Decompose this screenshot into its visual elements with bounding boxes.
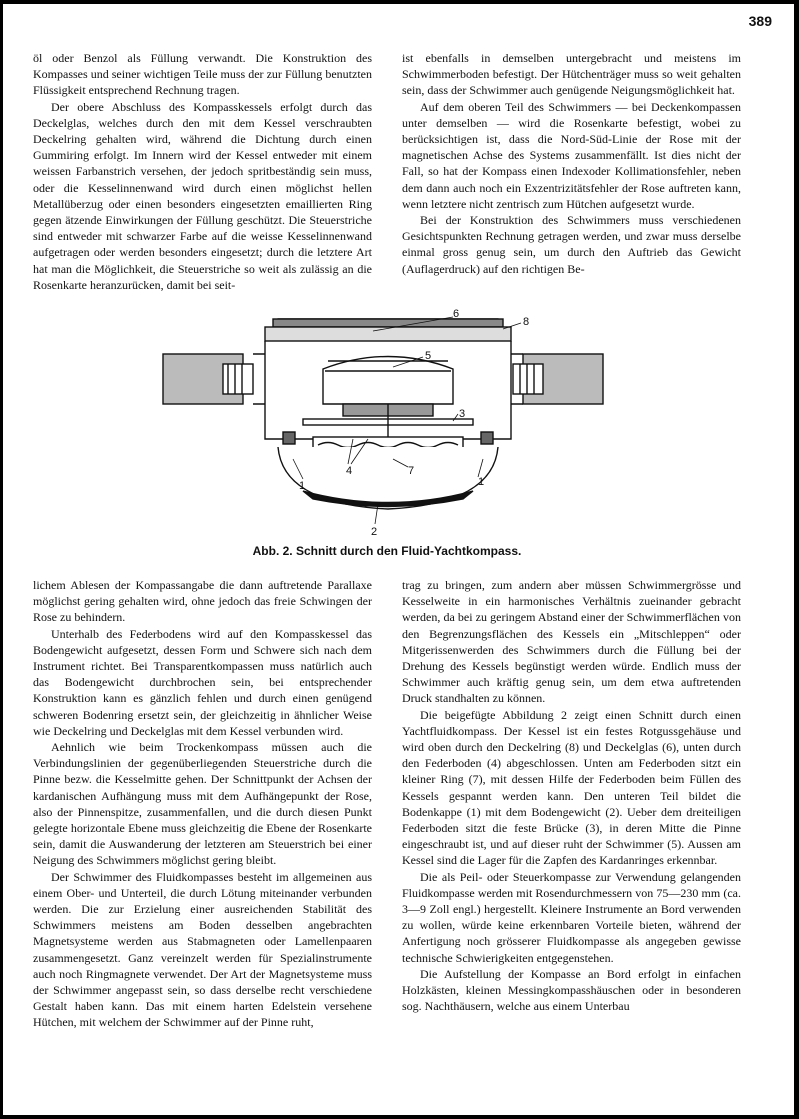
compass-cross-section-figure (153, 299, 613, 539)
figure-label: 1 (299, 480, 306, 492)
figure-label: 1 (478, 476, 485, 488)
figure-label: 8 (523, 316, 530, 328)
cover-glass (273, 319, 503, 327)
cover-ring (265, 327, 511, 341)
figure-label: 3 (459, 408, 466, 420)
paragraph: Die als Peil- oder Steuerkompasse zur Verwendung gelangenden Fluidkompasse werden mit Rosendurchmessern von 75—230 mm (ca. 3—9 Zoll engl.) hergestellt. Kleinere Instrumente an Bord verwenden zu wollen, würde keine erkennbaren Vorteile bieten, während der Anfertigung noch grösserer Fluidkompasse als angegeben gewisse technische Schwierigkeiten entgegenstehen. (402, 869, 741, 965)
bottom-cap (278, 447, 498, 509)
paragraph: Der Schwimmer des Fluidkompasses besteht im allgemeinen aus einem Ober- und Unterteil, die durch Lötung miteinander verbunden werden. Die zur Erzielung einer ausreichenden Stabilität des Schwimmers meistens am Boden desselben angebrachten Magnetsysteme werden aus Stabmagneten oder Lamellenpaaren zusammengesetzt. Ganz vereinzelt werden für Spezialinstrumente auch noch Ringmagnete verwendet. Der Art der Magnetsysteme muss der Schwimmer angepasst sein, so dass derselbe recht verschiedene Gestalt haben kann. Das mit einem harten Edelstein versehene Hütchen, mit welchem der Schwimmer auf der Pinne ruht, (33, 869, 372, 1030)
paragraph: Der obere Abschluss des Kompasskessels erfolgt durch das Deckelglas, welches durch den mit dem Kessel verschraubten Deckelring gehalten wird, während die Dichtung durch einen Gummiring erfolgt. Im Innern wird der Kessel entweder mit einem weissen Farbanstrich versehen, der jedoch spritbeständig sein muss, oder die Kesselinnenwand wird durch einen möglichst hellen Metallüberzug oder einen besonders eingesetzten emaillierten Ring gegen ätzende Einwirkungen der Füllung geschützt. Die Steuerstriche sind entweder mit schwarzer Farbe auf die weisse Kesselinnenwand aufgetragen oder werden besonders eingesetzt; durch die letztere Art hat man die Möglichkeit, die Steuerstriche so weit als zulässig an die Rosenkarte heranzurücken, damit bei seit- (33, 99, 372, 292)
page-number: 389 (748, 13, 772, 29)
column-top-right (402, 50, 741, 277)
paragraph: lichem Ablesen der Kompassangabe die dann auftretende Parallaxe möglichst gering gehalten wird, ohne jedoch das freie Schwingen der Rose zu behindern. (33, 578, 372, 625)
column-bottom-right (402, 577, 741, 1014)
column-bottom-left (33, 577, 372, 1031)
paragraph: trag zu bringen, zum andern aber müssen Schwimmergrösse und Kesselweite in ein harmonisches Verhältnis zueinander gebracht werden, da bei zu geringem Abstand einer der Schwimmerflächen von den Begrenzungsflächen des Kessels ein „Mitschleppen“ oder Mitgerissenwerden des Schwimmers durch die Füllung bei der Drehung des Kessels begünstigt werden würde. Endlich muss der Schwimmer auch kräftig genug sein, um dem etwa auftretenden Druck standhalten zu können. (402, 578, 741, 706)
page (3, 4, 794, 1115)
paragraph: Unterhalb des Federbodens wird auf den Kompasskessel das Bodengewicht aufgesetzt, dessen Form und Schwere sich nach dem Instrument richtet. Bei Transparentkompassen muss natürlich auch das Bodengewicht durchbrochen sein, bei entsprechender Konstruktion kann es gänzlich fehlen und durch einen genügend schweren Bodenring ersetzt sein, der gleichzeitig in ähnlicher Weise wie Deckelring und Deckelglas mit dem Kessel verbunden wird. (33, 626, 372, 738)
column-top-left (33, 50, 372, 293)
figure-label: 2 (371, 526, 378, 538)
paragraph: Auf dem oberen Teil des Schwimmers — bei Deckenkompassen unter demselben — wird die Rosenkarte befestigt, wobei zu berücksichtigen ist, dass die Nord-Süd-Linie der Rose mit der magnetischen Achse des Systems zusammenfällt. Ist dies nicht der Fall, so hat der Kompass einen Indexoder Kollimationsfehler, neben dem dann auch noch ein Exzentrizitätsfehler der Rose auftreten kann, wenn letztere nicht zentrisch zum Hütchen aufgesetzt wurde. (402, 99, 741, 211)
figure-caption: Abb. 2. Schnitt durch den Fluid-Yachtkompass. (252, 544, 522, 558)
float (323, 357, 453, 405)
paragraph: Bei der Konstruktion des Schwimmers muss verschiedenen Gesichtspunkten Rechnung getragen werden, und zwar muss derselbe einmal gross genug sein, um durch den Auftrieb das Gewicht (Auflagerdruck) auf den richtigen Be- (402, 213, 741, 276)
figure-label: 6 (453, 308, 460, 320)
paragraph: Die Aufstellung der Kompasse an Bord erfolgt in einfachen Holzkästen, kleinen Messingkompasshäuschen oder in besonderen sog. Nachthäusern, welche aus einem Unterbau (402, 966, 741, 1014)
figure-label: 7 (408, 465, 415, 477)
figure-label: 5 (425, 350, 432, 362)
paragraph: Aehnlich wie beim Trockenkompass müssen auch die Verbindungslinien der gegenüberliegenden Steuerstriche durch die Pinne bezw. die Kesselmitte gehen. Der Schnittpunkt der Achsen der kardanischen Aufhängung muss mit dem Aufhängepunkt der Rose, also der Pinnenspitze, zusammenfallen, und die durch diesen Punkt gelegte horizontale Ebene muss gleichzeitig die Ebene der Rosenkarte sein, damit die Auswanderung der letzteren am Steuerstrich bei einer Neigung des Schwimmers möglichst gering bleibt. (33, 740, 372, 868)
paragraph: Die beigefügte Abbildung 2 zeigt einen Schnitt durch einen Yachtfluidkompass. Der Kessel ist ein festes Rotgussgehäuse und wird oben durch den Deckelring (8) und Deckelglas (6), unten durch den Federboden (4) abgeschlossen. Unten am Federboden sitzt ein kleiner Ring (7), mit dessen Hilfe der Federboden beim Füllen des Kessels gespannt werden kann. Den unteren Teil bildet die Bodenkappe (1) mit dem Bodengewicht (2). Ueber dem dreiteiligen Federboden sitzt die feste Brücke (3), in deren Mitte die Pinne eingeschraubt ist, und auf dieser ruht der Schwimmer (5). Aussen am Kessel sind die Lager für die Zapfen des Kardanringes erkennbar. (402, 707, 741, 868)
paragraph: öl oder Benzol als Füllung verwandt. Die Konstruktion des Kompasses und seiner wichtigen Teile muss der zur Füllung benutzten Flüssigkeit entsprechend Rechnung tragen. (33, 51, 372, 98)
paragraph: ist ebenfalls in demselben untergebracht und meistens im Schwimmerboden befestigt. Der Hütchenträger muss so weit gehalten sein, dass der Schwimmer auch genügende Neigungsmöglichkeit hat. (402, 51, 741, 98)
figure-label: 4 (346, 465, 353, 477)
